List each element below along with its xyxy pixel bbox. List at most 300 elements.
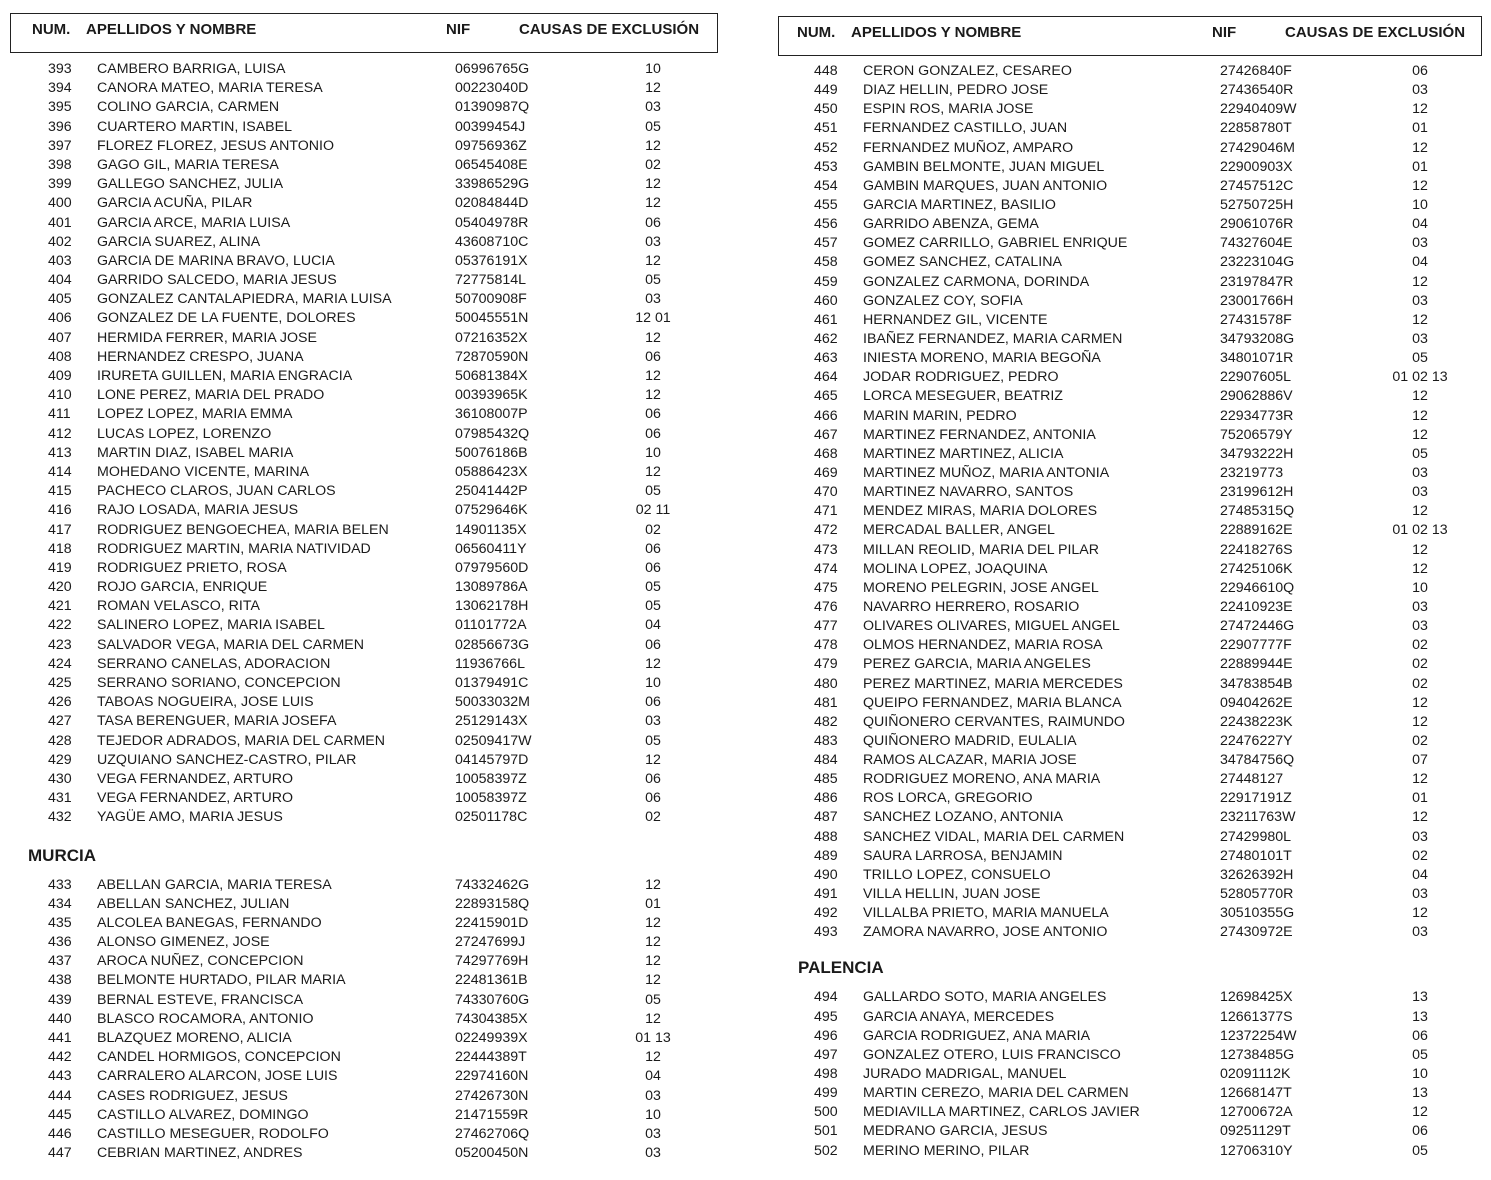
row-number: 429 xyxy=(48,751,72,768)
row-name: GONZALEZ OTERO, LUIS FRANCISCO xyxy=(863,1046,1121,1063)
row-number: 432 xyxy=(48,809,72,826)
row-nif: 27430972E xyxy=(1220,924,1293,941)
row-name: NAVARRO HERRERO, ROSARIO xyxy=(863,598,1080,615)
row-number: 404 xyxy=(48,272,72,289)
row-number: 495 xyxy=(814,1008,838,1025)
row-name: VILLALBA PRIETO, MARIA MANUELA xyxy=(863,905,1109,922)
row-number: 454 xyxy=(814,177,838,194)
table-row xyxy=(770,407,1491,426)
row-exclusion-code: 12 xyxy=(1412,1104,1428,1121)
row-nif: 22917191Z xyxy=(1220,790,1292,807)
table-row xyxy=(0,751,740,770)
row-nif: 22444389T xyxy=(455,1049,527,1066)
row-nif: 22889944E xyxy=(1220,656,1293,673)
row-name: BELMONTE HURTADO, PILAR MARIA xyxy=(97,972,346,989)
row-name: GAMBIN MARQUES, JUAN ANTONIO xyxy=(863,177,1108,194)
row-exclusion-code: 10 xyxy=(1412,196,1428,213)
table-row xyxy=(0,386,740,405)
row-number: 456 xyxy=(814,216,838,233)
row-number: 396 xyxy=(48,118,72,135)
table-row xyxy=(0,712,740,731)
row-nif: 06996765G xyxy=(455,61,530,77)
row-nif: 34793222H xyxy=(1220,445,1294,462)
row-name: GARCIA ACUÑA, PILAR xyxy=(97,195,253,212)
table-row xyxy=(770,770,1491,789)
row-name: RODRIGUEZ PRIETO, ROSA xyxy=(97,559,287,576)
row-number: 502 xyxy=(814,1142,838,1159)
table-row xyxy=(0,367,740,386)
row-exclusion-code: 03 xyxy=(1412,598,1428,615)
row-exclusion-code: 12 xyxy=(1412,541,1428,558)
row-number: 463 xyxy=(814,350,838,367)
table-row xyxy=(770,100,1491,119)
row-nif: 22900903X xyxy=(1220,158,1293,175)
row-exclusion-code: 12 xyxy=(645,934,661,951)
row-nif: 02509417W xyxy=(455,732,532,749)
row-number: 497 xyxy=(814,1046,838,1063)
row-name: TEJEDOR ADRADOS, MARIA DEL CARMEN xyxy=(97,732,386,749)
section-title-text: MURCIA xyxy=(28,845,96,865)
row-number: 430 xyxy=(48,770,72,787)
table-row xyxy=(0,156,740,175)
row-number: 484 xyxy=(814,752,838,769)
table-row xyxy=(770,617,1491,636)
row-exclusion-code: 06 xyxy=(645,214,661,231)
row-number: 443 xyxy=(48,1068,72,1085)
table-row xyxy=(0,1125,740,1144)
table-row xyxy=(0,463,740,482)
row-name: QUEIPO FERNANDEZ, MARIA BLANCA xyxy=(863,694,1122,711)
table-row xyxy=(770,675,1491,694)
section-title xyxy=(0,828,740,876)
row-number: 423 xyxy=(48,636,72,653)
table-row xyxy=(0,559,740,578)
table-row xyxy=(770,158,1491,177)
row-nif: 74327604E xyxy=(1220,235,1293,252)
row-nif: 27426840F xyxy=(1220,63,1292,79)
row-number: 405 xyxy=(48,291,72,308)
row-exclusion-code: 04 xyxy=(645,617,661,634)
row-name: TASA BERENGUER, MARIA JOSEFA xyxy=(97,713,337,730)
table-row xyxy=(770,885,1491,904)
row-name: FLOREZ FLOREZ, JESUS ANTONIO xyxy=(97,137,335,154)
row-nif: 34793208G xyxy=(1220,330,1295,347)
table-row xyxy=(0,79,740,98)
row-nif: 07985432Q xyxy=(455,425,530,442)
row-number: 496 xyxy=(814,1027,838,1044)
row-nif: 23197847R xyxy=(1220,273,1294,290)
row-name: ABELLAN SANCHEZ, JULIAN xyxy=(97,895,290,912)
row-name: ZAMORA NAVARRO, JOSE ANTONIO xyxy=(863,924,1108,941)
row-number: 393 xyxy=(48,61,72,77)
row-exclusion-code: 12 01 xyxy=(635,310,671,327)
table-row xyxy=(770,808,1491,827)
row-nif: 09404262E xyxy=(1220,694,1293,711)
table-row xyxy=(0,329,740,348)
row-exclusion-code: 01 xyxy=(645,895,661,912)
table-row xyxy=(770,1065,1491,1084)
row-name: TRILLO LOPEZ, CONSUELO xyxy=(863,866,1051,883)
row-number: 466 xyxy=(814,407,838,424)
row-name: GARRIDO ABENZA, GEMA xyxy=(863,216,1039,233)
row-exclusion-code: 03 xyxy=(645,1145,661,1162)
row-exclusion-code: 03 xyxy=(1412,886,1428,903)
row-name: GAMBIN BELMONTE, JUAN MIGUEL xyxy=(863,158,1105,175)
row-nif: 27425106K xyxy=(1220,560,1293,577)
table-row xyxy=(770,694,1491,713)
row-exclusion-code: 02 xyxy=(645,521,661,538)
table-row xyxy=(770,847,1491,866)
row-nif: 29061076R xyxy=(1220,216,1294,233)
table-row xyxy=(770,541,1491,560)
row-name: HERMIDA FERRER, MARIA JOSE xyxy=(97,329,317,346)
row-exclusion-code: 12 xyxy=(1412,809,1428,826)
row-exclusion-code: 06 xyxy=(1412,1123,1428,1140)
row-name: GARCIA ANAYA, MERCEDES xyxy=(863,1008,1055,1025)
row-exclusion-code: 12 xyxy=(1412,426,1428,443)
row-name: IBAÑEZ FERNANDEZ, MARIA CARMEN xyxy=(863,330,1123,347)
row-nif: 34784756Q xyxy=(1220,752,1295,769)
table-row xyxy=(0,693,740,712)
row-exclusion-code: 10 xyxy=(645,675,661,691)
row-name: SALVADOR VEGA, MARIA DEL CARMEN xyxy=(97,636,364,653)
row-exclusion-code: 06 xyxy=(645,694,661,711)
row-nif: 05404978R xyxy=(455,214,529,231)
row-exclusion-code: 12 xyxy=(645,463,661,480)
row-name: LOPEZ LOPEZ, MARIA EMMA xyxy=(97,406,293,423)
row-name: CAMBERO BARRIGA, LUISA xyxy=(97,61,286,77)
row-number: 445 xyxy=(48,1106,72,1123)
table-header-left xyxy=(10,13,718,53)
row-name: ABELLAN GARCIA, MARIA TERESA xyxy=(97,876,332,893)
row-number: 439 xyxy=(48,991,72,1008)
row-number: 477 xyxy=(814,618,838,635)
table-row xyxy=(770,560,1491,579)
row-nif: 07529646K xyxy=(455,502,528,519)
row-name: GOMEZ CARRILLO, GABRIEL ENRIQUE xyxy=(863,235,1128,252)
row-exclusion-code: 12 xyxy=(645,1049,661,1066)
header-nif: NIF xyxy=(1212,24,1237,41)
row-nif: 27457512C xyxy=(1220,177,1294,194)
table-row xyxy=(0,501,740,520)
row-name: CANDEL HORMIGOS, CONCEPCION xyxy=(97,1049,341,1066)
row-exclusion-code: 12 xyxy=(1412,311,1428,328)
row-exclusion-code: 03 xyxy=(645,233,661,250)
row-number: 488 xyxy=(814,828,838,845)
row-number: 411 xyxy=(48,406,71,423)
row-number: 414 xyxy=(48,463,72,480)
row-number: 491 xyxy=(814,886,838,903)
row-exclusion-code: 03 xyxy=(1412,484,1428,501)
row-nif: 50033032M xyxy=(455,694,530,711)
row-nif: 74332462G xyxy=(455,876,530,893)
row-name: GALLARDO SOTO, MARIA ANGELES xyxy=(863,989,1107,1006)
table-row xyxy=(770,988,1491,1007)
row-nif: 72870590N xyxy=(455,348,529,365)
row-exclusion-code: 12 xyxy=(645,953,661,970)
table-row xyxy=(0,405,740,424)
row-name: PACHECO CLAROS, JUAN CARLOS xyxy=(97,483,336,500)
table-row xyxy=(770,655,1491,674)
row-nif: 22907605L xyxy=(1220,369,1292,386)
table-row xyxy=(770,445,1491,464)
row-name: RODRIGUEZ MARTIN, MARIA NATIVIDAD xyxy=(97,540,371,557)
table-row xyxy=(0,971,740,990)
row-number: 453 xyxy=(814,158,838,175)
row-number: 499 xyxy=(814,1085,838,1102)
row-number: 479 xyxy=(814,656,838,673)
row-nif: 22481361B xyxy=(455,972,528,989)
row-name: MARTINEZ NAVARRO, SANTOS xyxy=(863,484,1074,501)
row-name: COLINO GARCIA, CARMEN xyxy=(97,99,280,116)
row-number: 394 xyxy=(48,80,72,97)
row-nif: 07979560D xyxy=(455,559,529,576)
row-nif: 27426730N xyxy=(455,1087,529,1104)
row-number: 500 xyxy=(814,1104,838,1121)
row-number: 457 xyxy=(814,235,838,252)
row-name: IRURETA GUILLEN, MARIA ENGRACIA xyxy=(97,368,353,384)
row-nif: 22946610Q xyxy=(1220,579,1295,596)
row-nif: 22889162E xyxy=(1220,522,1293,539)
row-nif: 11936766L xyxy=(455,655,525,672)
row-nif: 00393965K xyxy=(455,387,528,404)
row-exclusion-code: 12 xyxy=(645,329,661,346)
row-nif: 02091112K xyxy=(1220,1066,1291,1083)
row-name: ALCOLEA BANEGAS, FERNANDO xyxy=(97,914,322,931)
row-name: YAGÜE AMO, MARIA JESUS xyxy=(97,809,283,826)
section-title xyxy=(770,942,1491,988)
row-exclusion-code: 06 xyxy=(645,348,661,365)
row-number: 416 xyxy=(48,502,72,519)
row-exclusion-code: 12 xyxy=(1412,273,1428,290)
row-exclusion-code: 03 xyxy=(645,291,661,308)
row-name: CARRALERO ALARCON, JOSE LUIS xyxy=(97,1068,338,1085)
row-name: JURADO MADRIGAL, MANUEL xyxy=(863,1066,1067,1083)
header-causes: CAUSAS DE EXCLUSIÓN xyxy=(1285,24,1466,41)
table-row xyxy=(770,923,1491,942)
row-number: 403 xyxy=(48,252,72,269)
table-row xyxy=(770,636,1491,655)
table-row xyxy=(0,348,740,367)
row-name: GOMEZ SANCHEZ, CATALINA xyxy=(863,254,1062,271)
table-row xyxy=(770,579,1491,598)
row-number: 487 xyxy=(814,809,838,826)
row-exclusion-code: 12 xyxy=(1412,560,1428,577)
row-name: VEGA FERNANDEZ, ARTURO xyxy=(97,790,294,807)
table-row xyxy=(0,1067,740,1086)
header-name: APELLIDOS Y NOMBRE xyxy=(86,21,257,38)
row-exclusion-code: 02 xyxy=(645,156,661,173)
row-nif: 22893158Q xyxy=(455,895,530,912)
row-name: CANORA MATEO, MARIA TERESA xyxy=(97,80,323,97)
table-row xyxy=(770,1046,1491,1065)
rows-left xyxy=(0,60,740,1163)
row-name: SANCHEZ LOZANO, ANTONIA xyxy=(863,809,1063,826)
row-name: MENDEZ MIRAS, MARIA DOLORES xyxy=(863,503,1098,520)
row-nif: 22940409W xyxy=(1220,101,1297,118)
row-name: GONZALEZ CARMONA, DORINDA xyxy=(863,273,1090,290)
row-exclusion-code: 06 xyxy=(645,406,661,423)
row-name: GARCIA DE MARINA BRAVO, LUCIA xyxy=(97,252,335,269)
table-row xyxy=(770,234,1491,253)
row-nif: 43608710C xyxy=(455,233,529,250)
row-exclusion-code: 12 xyxy=(1412,771,1428,788)
row-nif: 52750725H xyxy=(1220,196,1294,213)
row-nif: 72775814L xyxy=(455,272,527,289)
row-number: 459 xyxy=(814,273,838,290)
row-name: GONZALEZ COY, SOFIA xyxy=(863,292,1023,309)
row-number: 400 xyxy=(48,195,72,212)
table-row xyxy=(770,713,1491,732)
row-exclusion-code: 13 xyxy=(1412,989,1428,1006)
row-nif: 00223040D xyxy=(455,80,529,97)
row-nif: 27431578F xyxy=(1220,311,1292,328)
row-number: 409 xyxy=(48,368,72,384)
row-name: MEDIAVILLA MARTINEZ, CARLOS JAVIER xyxy=(863,1104,1140,1121)
row-exclusion-code: 10 xyxy=(645,444,661,461)
header-nif: NIF xyxy=(446,21,471,38)
row-nif: 02856673G xyxy=(455,636,530,653)
row-exclusion-code: 06 xyxy=(645,425,661,442)
table-row xyxy=(770,828,1491,847)
table-row xyxy=(0,482,740,501)
table-row xyxy=(0,137,740,156)
row-number: 437 xyxy=(48,953,72,970)
row-exclusion-code: 12 xyxy=(645,387,661,404)
row-number: 422 xyxy=(48,617,72,634)
row-nif: 27462706Q xyxy=(455,1125,530,1142)
row-nif: 05200450N xyxy=(455,1145,529,1162)
row-name: JODAR RODRIGUEZ, PEDRO xyxy=(863,369,1059,386)
row-exclusion-code: 05 xyxy=(645,483,661,500)
row-number: 412 xyxy=(48,425,72,442)
row-number: 481 xyxy=(814,694,838,711)
table-row xyxy=(770,483,1491,502)
row-name: RAJO LOSADA, MARIA JESUS xyxy=(97,502,299,519)
row-name: LUCAS LOPEZ, LORENZO xyxy=(97,425,272,442)
row-name: MARIN MARIN, PEDRO xyxy=(863,407,1017,424)
table-row xyxy=(770,81,1491,100)
row-nif: 09251129T xyxy=(1220,1123,1291,1140)
row-number: 419 xyxy=(48,559,72,576)
row-number: 449 xyxy=(814,82,838,99)
row-exclusion-code: 05 xyxy=(1412,1046,1428,1063)
row-exclusion-code: 06 xyxy=(1412,1027,1428,1044)
row-nif: 22907777F xyxy=(1220,637,1292,654)
row-exclusion-code: 01 13 xyxy=(635,1030,671,1046)
row-nif: 09756936Z xyxy=(455,137,527,154)
table-row xyxy=(0,1048,740,1067)
table-row xyxy=(0,214,740,233)
row-nif: 27429980L xyxy=(1220,828,1292,845)
row-name: MEDRANO GARCIA, JESUS xyxy=(863,1123,1048,1140)
row-number: 440 xyxy=(48,1010,72,1027)
row-exclusion-code: 05 xyxy=(645,732,661,749)
table-row xyxy=(770,330,1491,349)
row-name: VILLA HELLIN, JUAN JOSE xyxy=(863,886,1041,903)
row-number: 426 xyxy=(48,694,72,711)
row-nif: 05886423X xyxy=(455,463,528,480)
row-name: MERINO MERINO, PILAR xyxy=(863,1142,1030,1159)
row-exclusion-code: 03 xyxy=(1412,828,1428,845)
row-number: 420 xyxy=(48,579,72,596)
row-nif: 02084844D xyxy=(455,195,529,212)
row-exclusion-code: 12 xyxy=(1412,388,1428,405)
row-number: 471 xyxy=(814,503,838,520)
row-number: 450 xyxy=(814,101,838,118)
row-exclusion-code: 02 xyxy=(1412,732,1428,749)
table-row xyxy=(0,290,740,309)
table-row xyxy=(0,732,740,751)
row-exclusion-code: 10 xyxy=(1412,579,1428,596)
row-name: MOLINA LOPEZ, JOAQUINA xyxy=(863,560,1048,577)
row-nif: 27485315Q xyxy=(1220,503,1295,520)
row-nif: 32626392H xyxy=(1220,866,1294,883)
table-row xyxy=(0,118,740,137)
table-row xyxy=(770,139,1491,158)
table-row xyxy=(0,1106,740,1125)
row-name: OLMOS HERNANDEZ, MARIA ROSA xyxy=(863,637,1103,654)
row-nif: 12698425X xyxy=(1220,989,1293,1006)
row-exclusion-code: 12 xyxy=(645,1010,661,1027)
row-number: 431 xyxy=(48,790,72,807)
table-row xyxy=(770,62,1491,81)
table-row xyxy=(0,578,740,597)
table-row xyxy=(0,1144,740,1163)
row-nif: 02249939X xyxy=(455,1030,528,1046)
table-row xyxy=(770,732,1491,751)
row-name: GARCIA SUAREZ, ALINA xyxy=(97,233,261,250)
row-exclusion-code: 03 xyxy=(645,1125,661,1142)
row-exclusion-code: 12 xyxy=(645,80,661,97)
row-nif: 23219773 xyxy=(1220,464,1284,481)
table-row xyxy=(0,540,740,559)
row-nif: 27472446G xyxy=(1220,618,1295,635)
row-number: 398 xyxy=(48,156,72,173)
row-number: 489 xyxy=(814,847,838,864)
row-number: 490 xyxy=(814,866,838,883)
rows-right xyxy=(770,62,1491,1161)
row-nif: 12706310Y xyxy=(1220,1142,1293,1159)
row-name: SANCHEZ VIDAL, MARIA DEL CARMEN xyxy=(863,828,1125,845)
row-name: FERNANDEZ CASTILLO, JUAN xyxy=(863,120,1068,137)
row-exclusion-code: 07 xyxy=(1412,752,1428,769)
row-exclusion-code: 10 xyxy=(645,1106,661,1123)
row-nif: 22476227Y xyxy=(1220,732,1293,749)
row-nif: 27247699J xyxy=(455,934,526,951)
row-number: 464 xyxy=(814,369,838,386)
row-nif: 50045551N xyxy=(455,310,529,327)
row-exclusion-code: 01 xyxy=(1412,158,1428,175)
row-number: 448 xyxy=(814,63,838,79)
table-row xyxy=(0,194,740,213)
row-exclusion-code: 01 02 13 xyxy=(1392,522,1448,539)
table-row xyxy=(770,426,1491,445)
table-row xyxy=(0,98,740,117)
row-name: BLASCO ROCAMORA, ANTONIO xyxy=(97,1010,314,1027)
row-number: 436 xyxy=(48,934,72,951)
table-row xyxy=(770,311,1491,330)
row-nif: 52805770R xyxy=(1220,886,1294,903)
table-row xyxy=(0,914,740,933)
row-exclusion-code: 12 xyxy=(645,137,661,154)
row-number: 406 xyxy=(48,310,72,327)
table-row xyxy=(770,1103,1491,1122)
table-row xyxy=(0,252,740,271)
row-nif: 23001766H xyxy=(1220,292,1294,309)
table-row xyxy=(770,119,1491,138)
row-nif: 27429046M xyxy=(1220,139,1295,156)
